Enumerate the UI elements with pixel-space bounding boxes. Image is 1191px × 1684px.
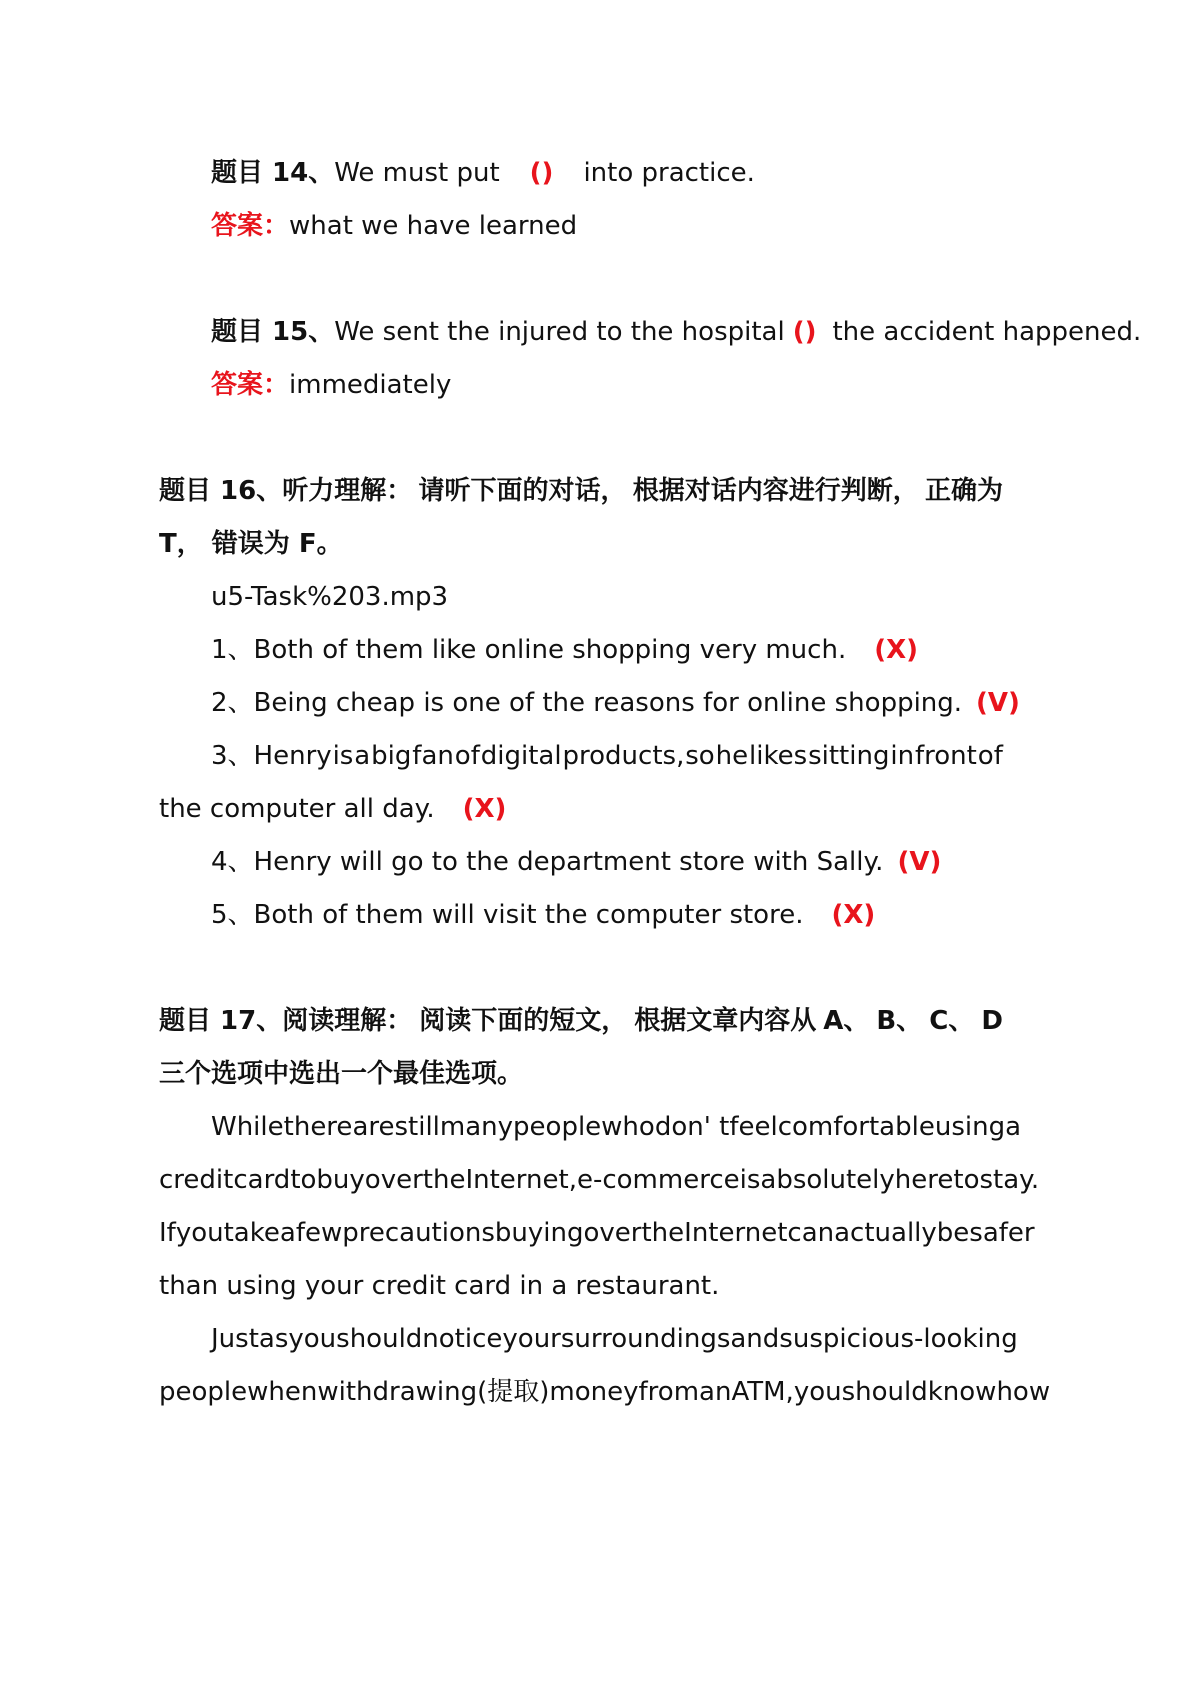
word: is bbox=[332, 741, 354, 771]
q14-text-after: into practice. bbox=[583, 158, 755, 188]
word: should bbox=[336, 1324, 423, 1354]
word: when bbox=[247, 1377, 318, 1407]
word: you bbox=[288, 1324, 337, 1354]
word: take bbox=[223, 1218, 280, 1248]
q17-instr-part: 根据文章内容从 bbox=[634, 1006, 817, 1036]
q14-blank: () bbox=[529, 158, 554, 188]
q15-answer-label: 答案： bbox=[211, 370, 290, 400]
word: he bbox=[715, 741, 749, 771]
word: can bbox=[787, 1218, 835, 1248]
word: likes bbox=[749, 741, 808, 771]
word: so bbox=[685, 741, 715, 771]
q14-text-before: We must put bbox=[334, 158, 500, 188]
word: over bbox=[364, 1165, 423, 1195]
q17-instr-part: B、 bbox=[876, 1006, 923, 1036]
q15-text-after: the accident happened. bbox=[832, 317, 1142, 347]
item-mark: (V) bbox=[897, 847, 942, 877]
word: an bbox=[699, 1377, 732, 1407]
word: absolutely bbox=[760, 1165, 895, 1195]
q15-question bbox=[211, 312, 1141, 352]
word: to bbox=[953, 1165, 980, 1195]
word: and bbox=[730, 1324, 780, 1354]
item-number: 3、 bbox=[211, 741, 254, 771]
q17-para1-line3 bbox=[159, 1213, 1035, 1253]
q17-para2-line2 bbox=[159, 1372, 1051, 1412]
word: you bbox=[793, 1377, 842, 1407]
word: should bbox=[841, 1377, 928, 1407]
word: suspicious-looking bbox=[779, 1324, 1018, 1354]
word: buy bbox=[316, 1165, 365, 1195]
word: While bbox=[211, 1112, 284, 1142]
word: how bbox=[996, 1377, 1051, 1407]
q17-instruction-line2: 三个选项中选出一个最佳选项。 bbox=[159, 1059, 524, 1089]
q16-instr-part: 请听下面的对话， bbox=[418, 476, 627, 506]
word: is bbox=[739, 1165, 761, 1195]
item-mark: (X) bbox=[874, 635, 919, 665]
word: many bbox=[439, 1112, 514, 1142]
word: ATM, bbox=[731, 1377, 794, 1407]
word: stay. bbox=[979, 1165, 1040, 1195]
q15-answer bbox=[211, 365, 451, 405]
word: feel bbox=[729, 1112, 778, 1142]
word: in bbox=[890, 741, 915, 771]
word: buying bbox=[494, 1218, 584, 1248]
q15-text-before: We sent the injured to the hospital bbox=[334, 317, 785, 347]
q15-blank: () bbox=[792, 317, 817, 347]
word: surroundings bbox=[560, 1324, 731, 1354]
q16-item-1 bbox=[211, 630, 918, 670]
q17-para1-line4: than using your credit card in a restaurant. bbox=[159, 1271, 720, 1301]
word: sitting bbox=[808, 741, 890, 771]
word: digital bbox=[480, 741, 562, 771]
word: people bbox=[159, 1377, 248, 1407]
q17-instr-part: C、 bbox=[929, 1006, 975, 1036]
q16-instr-part: 听力理解： bbox=[282, 476, 413, 506]
word: a bbox=[354, 741, 371, 771]
q17-instr-part: 阅读下面的短文， bbox=[419, 1006, 628, 1036]
item-text: Being cheap is one of the reasons for online shopping. bbox=[253, 688, 963, 718]
q17-label: 题目 17、 bbox=[159, 1006, 283, 1036]
q14-answer-text: what we have learned bbox=[289, 211, 578, 241]
word: Internet, bbox=[465, 1165, 577, 1195]
word: e-commerce bbox=[576, 1165, 740, 1195]
word: who bbox=[601, 1112, 655, 1142]
word: your bbox=[502, 1324, 561, 1354]
audio-file-link[interactable]: u5-Task%203.mp3 bbox=[211, 582, 449, 612]
word: Internet bbox=[684, 1218, 788, 1248]
q17-instr-part: D bbox=[981, 1006, 1003, 1036]
q15-label: 题目 15、 bbox=[211, 317, 335, 347]
q16-item-3-line1 bbox=[211, 736, 1003, 776]
word: actually bbox=[834, 1218, 937, 1248]
word: big bbox=[371, 741, 412, 771]
q16-item-3-line2 bbox=[159, 789, 506, 829]
q16-item-4 bbox=[211, 842, 941, 882]
word: don' t bbox=[654, 1112, 730, 1142]
word: money bbox=[549, 1377, 639, 1407]
word: here bbox=[894, 1165, 954, 1195]
item-mark: (X) bbox=[831, 900, 876, 930]
item-number: 5、 bbox=[211, 900, 254, 930]
q14-label: 题目 14、 bbox=[211, 158, 335, 188]
q16-item-5 bbox=[211, 895, 875, 935]
q17-instruction-line1 bbox=[159, 1001, 1003, 1041]
word: of bbox=[454, 741, 480, 771]
item-text: Henry will go to the department store with Sally. bbox=[253, 847, 884, 877]
q16-instr-part: 根据对话内容进行判断， bbox=[632, 476, 919, 506]
word: people bbox=[513, 1112, 602, 1142]
q17-para1-line2 bbox=[159, 1160, 1040, 1200]
word: If bbox=[159, 1218, 176, 1248]
item-text: Both of them like online shopping very much. bbox=[253, 635, 847, 665]
word: over bbox=[583, 1218, 642, 1248]
q15-answer-text: immediately bbox=[289, 370, 452, 400]
word: as bbox=[258, 1324, 289, 1354]
word: front bbox=[915, 741, 977, 771]
q16-instruction-line1 bbox=[159, 471, 1003, 511]
q16-label: 题目 16、 bbox=[159, 476, 283, 506]
word: there bbox=[283, 1112, 353, 1142]
word: fan bbox=[412, 741, 454, 771]
word: still bbox=[394, 1112, 440, 1142]
word: of bbox=[977, 741, 1003, 771]
q16-instruction-line2: T， 错误为 F。 bbox=[159, 529, 343, 559]
q16-item-2 bbox=[211, 683, 1020, 723]
word: the bbox=[422, 1165, 466, 1195]
word: to bbox=[290, 1165, 317, 1195]
word: a bbox=[279, 1218, 296, 1248]
word: withdrawing(提取) bbox=[317, 1377, 550, 1407]
word: Just bbox=[211, 1324, 259, 1354]
q14-answer-label: 答案： bbox=[211, 211, 290, 241]
word: you bbox=[175, 1218, 224, 1248]
q16-instr-part: 正确为 bbox=[924, 476, 1003, 506]
item-text: the computer all day. bbox=[159, 794, 435, 824]
item-mark: (V) bbox=[976, 688, 1020, 718]
item-number: 4、 bbox=[211, 847, 254, 877]
word: credit bbox=[159, 1165, 234, 1195]
word: few bbox=[295, 1218, 343, 1248]
word: card bbox=[233, 1165, 291, 1195]
item-text: Both of them will visit the computer store. bbox=[253, 900, 804, 930]
q14-question bbox=[211, 153, 755, 193]
q14-answer bbox=[211, 206, 577, 246]
item-number: 1、 bbox=[211, 635, 254, 665]
item-mark: (X) bbox=[462, 794, 507, 824]
word: know bbox=[927, 1377, 997, 1407]
word: be bbox=[936, 1218, 970, 1248]
item-number: 2、 bbox=[211, 688, 254, 718]
q17-para2-line1 bbox=[211, 1319, 1018, 1359]
q17-para1-line1 bbox=[211, 1107, 1022, 1147]
word: a bbox=[1005, 1112, 1022, 1142]
word: notice bbox=[422, 1324, 503, 1354]
word: Henry bbox=[253, 741, 332, 771]
word: from bbox=[638, 1377, 700, 1407]
word: products, bbox=[562, 741, 685, 771]
word: the bbox=[641, 1218, 685, 1248]
word: comfortable bbox=[777, 1112, 935, 1142]
word: precautions bbox=[342, 1218, 495, 1248]
q17-instr-part: A、 bbox=[823, 1006, 870, 1036]
q17-instr-part: 阅读理解： bbox=[282, 1006, 413, 1036]
word: are bbox=[352, 1112, 395, 1142]
word: using bbox=[934, 1112, 1006, 1142]
word: safer bbox=[969, 1218, 1035, 1248]
